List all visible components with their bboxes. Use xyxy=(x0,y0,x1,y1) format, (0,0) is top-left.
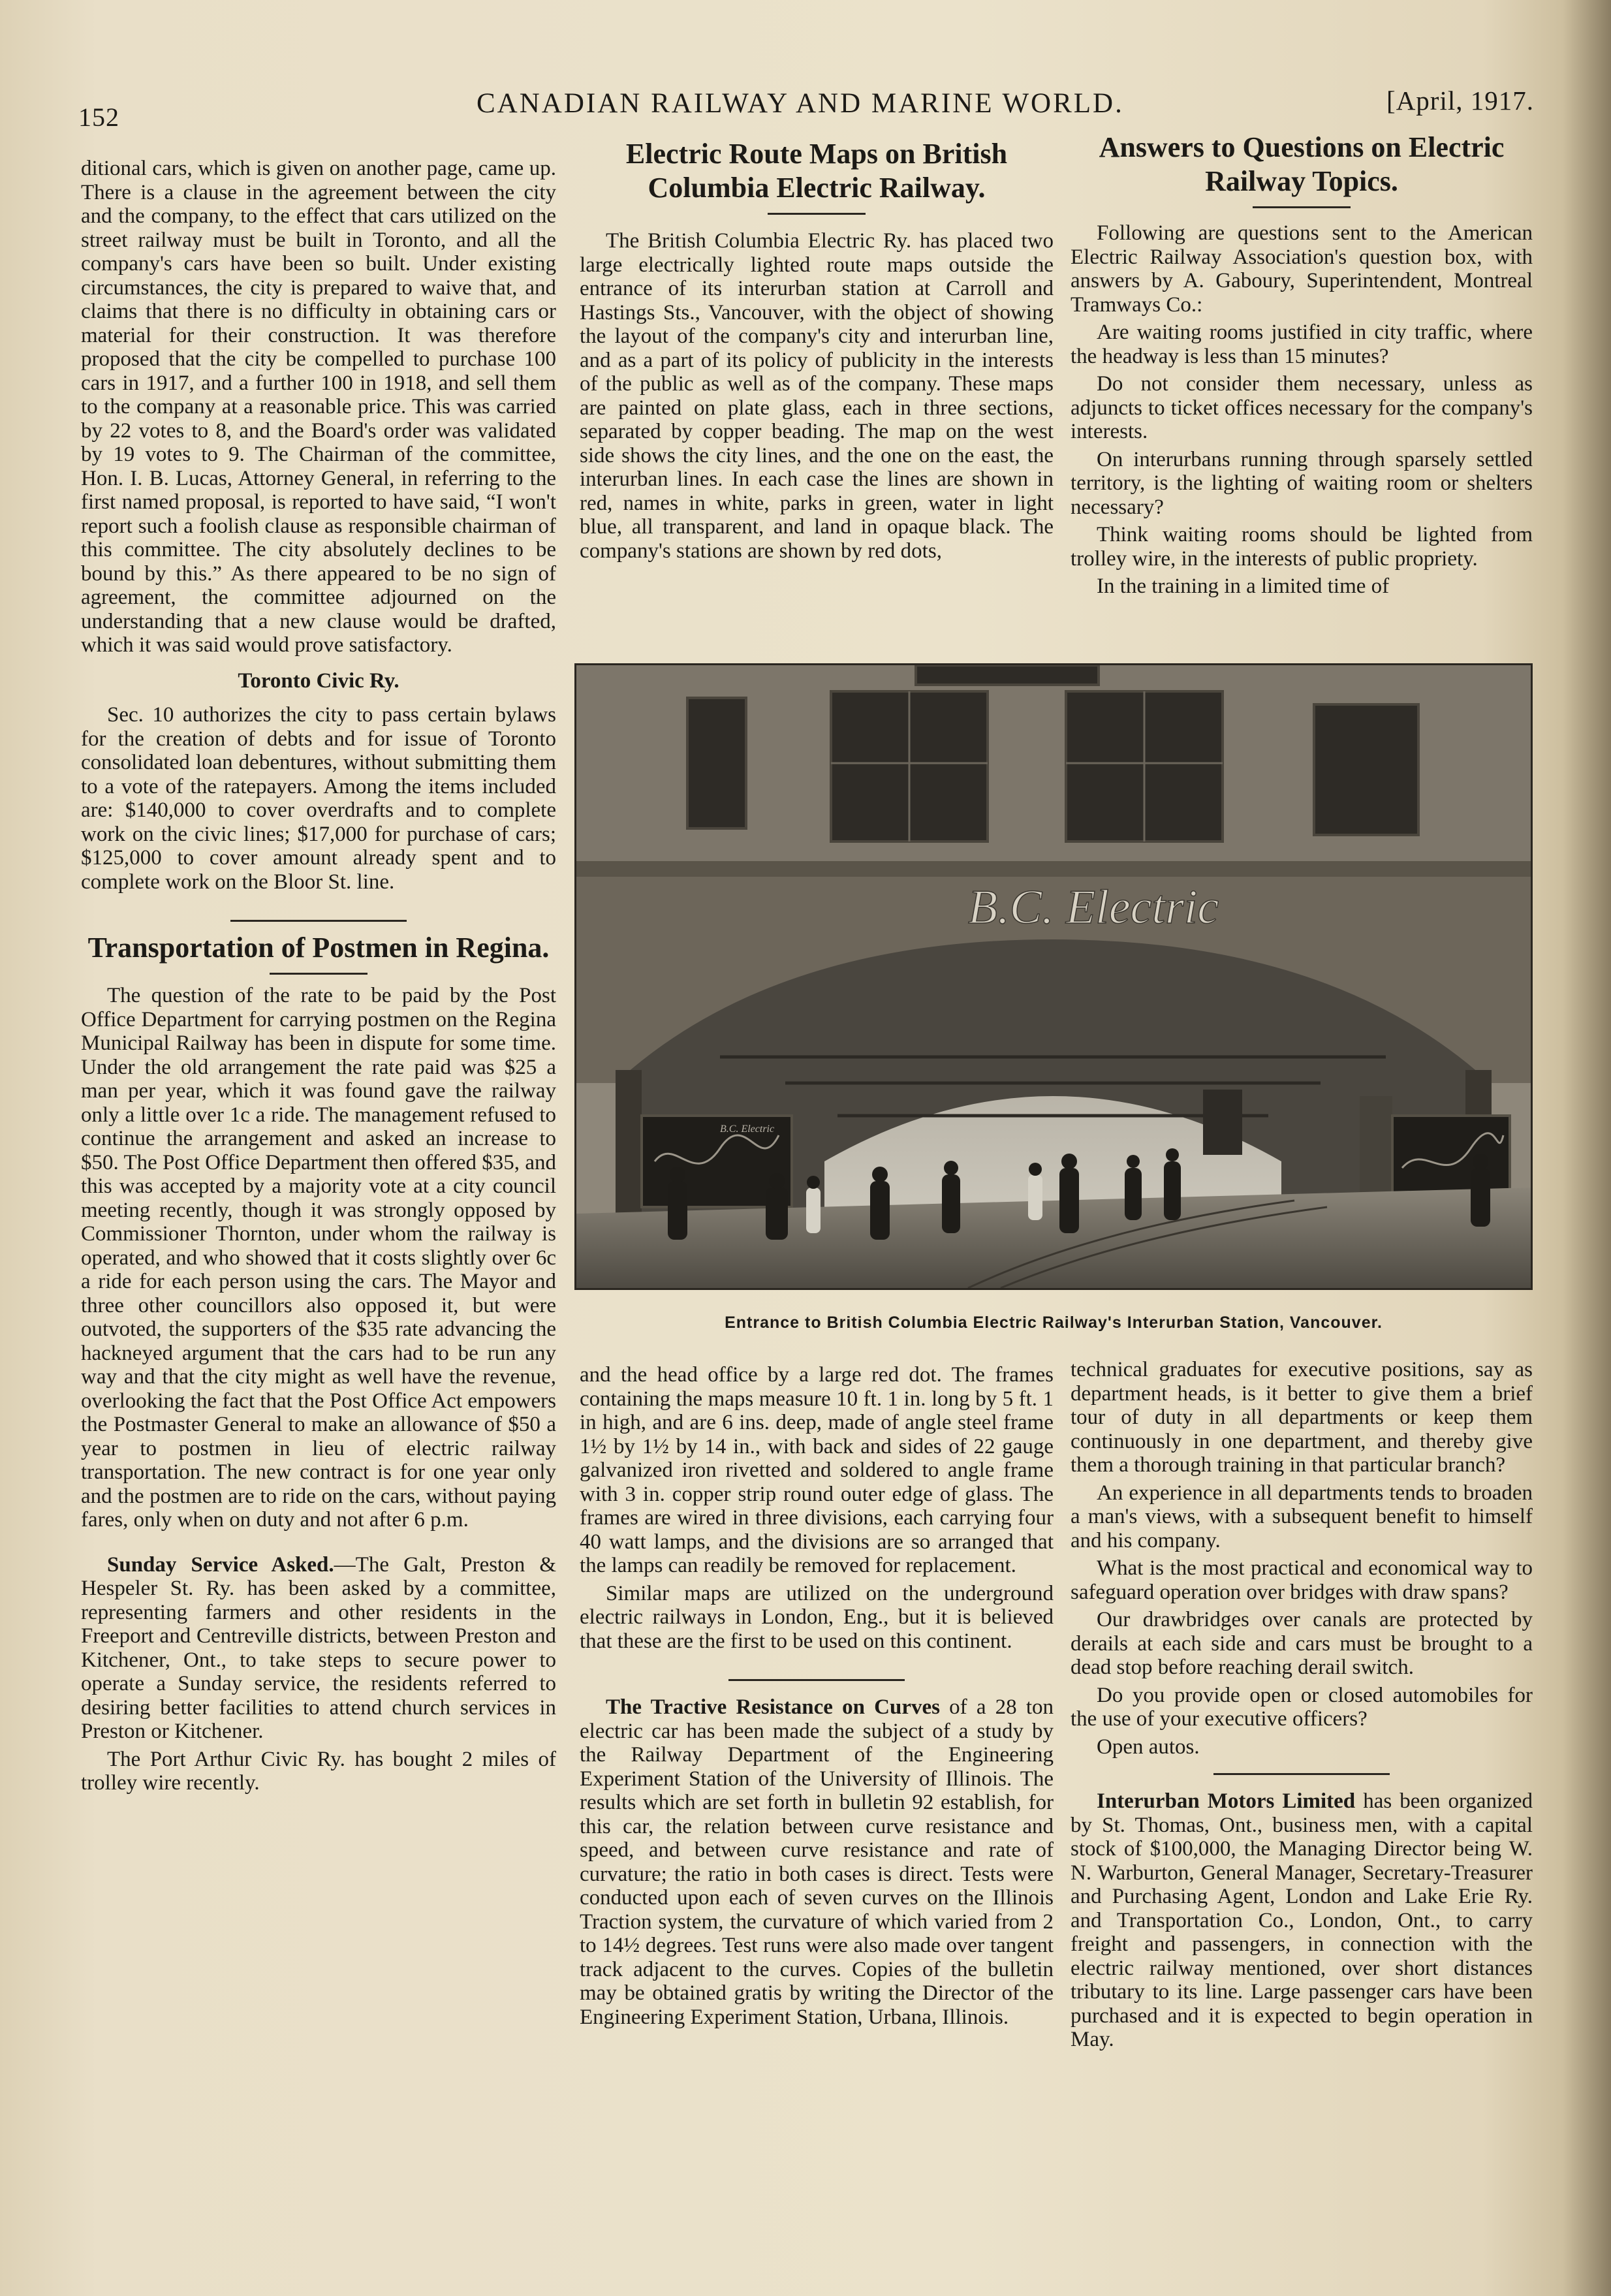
running-head xyxy=(78,85,1534,132)
answers-intro: Following are questions sent to the American Electric Railway Association's question box, with answers by A. Gaboury, Superintendent, Montreal Tramways Co.: xyxy=(1071,221,1533,317)
question-3-continued: technical graduates for executive positions, say as department heads, is it better to give them a brief tour of duty in all departments or keep them continuously in one department, and thereby give them a thorough training in that particular branch? xyxy=(1071,1358,1533,1477)
sign-text: B.C. Electric xyxy=(968,881,1219,934)
question-4: What is the most practical and economical way to safeguard operation over bridges with draw spans? xyxy=(1071,1556,1533,1604)
column-2-top xyxy=(580,137,1054,563)
subhead-toronto-civic: Toronto Civic Ry. xyxy=(238,668,399,693)
question-2: On interurbans running through sparsely settled territory, is the lighting of waiting room or shelters necessary? xyxy=(1071,447,1533,519)
toronto-paragraph: Sec. 10 authorizes the city to pass certain bylaws for the creation of debts and for issue of Toronto consolidated loan debentures, without submitting them to a vote of the ratepayers. Among the items included are: $140,000 to cover overdrafts and to complete work on the civic lines; $17,000 for purchase of cars; $125,000 to cover amount already spent and to complete work on the Bloor St. line. xyxy=(81,703,556,894)
station-photo-illustration xyxy=(576,665,1531,1288)
column-3-top xyxy=(1071,131,1533,599)
route-maps-paragraph-2: Similar maps are utilized on the underground electric railways in London, Eng., but it is believed that these are the first to be used on this continent. xyxy=(580,1581,1054,1653)
sunday-lead: Sunday Service Asked. xyxy=(107,1552,334,1577)
publication-title: CANADIAN RAILWAY AND MARINE WORLD. xyxy=(477,88,1124,119)
answer-5: Open autos. xyxy=(1097,1735,1200,1759)
section-rule xyxy=(728,1679,905,1681)
issue-date: [April, 1917. xyxy=(1386,86,1534,116)
answer-3: An experience in all departments tends to broaden a man's views, with a subsequent benefit to himself and his company. xyxy=(1071,1481,1533,1552)
answer-4: Our drawbridges over canals are protected by derails at each side and cars must be brought to a dead stop before reaching derail switch. xyxy=(1071,1608,1533,1679)
question-3-start: In the training in a limited time of xyxy=(1097,574,1390,598)
question-1: Are waiting rooms justified in city traffic, where the headway is less than 15 minutes? xyxy=(1071,321,1533,368)
postmen-paragraph: The question of the rate to be paid by the Post Office Department for carrying postmen on the Regina Municipal Railway has been in dispute for some time. Under the old arrangement the rate paid was $25 a man per year, which it was found gave the railway only a little over 1c a ride. The management refused to continue the arrangement and asked an increase to $50. The Post Office Department then offered $35, and this was accepted by a majority vote at a city council meeting recently, though it was strongly opposed by Commissioner Thornton, under whom the railway is operated, and who showed that it costs slightly over 6c a ride for each person using the cars. The Mayor and three other councillors also opposed it, but were outvoted, the supporters of the $35 rate advancing the hackneyed argument that the cars had to be run any way and that the city might as well have the revenue, overlooking the fact that the Post Office Act empowers the Postmaster General to make an allowance of $50 a year to postmen in lieu of electric railway transportation. The new contract is for one year only and the postmen are to ride on the cars, without paying fares, only when on duty and not after 6 p.m. xyxy=(81,984,556,1532)
motors-paragraph: has been organized by St. Thomas, Ont., business men, with a capital stock of $100,000, the Managing Director being W. N. Warburton, General Manager, Secretary-Treasurer and Purchasing Agent, London and Lake Erie Ry. and Transportation Co., London, Ont., to carry freight and passengers, in connection with the electric railway mentioned, over short distances tributary to its line. Large passenger cars have been purchased and it is expected to begin operation in May. xyxy=(1071,1789,1533,2051)
heading-rule xyxy=(1253,206,1351,208)
heading-answers: Answers to Questions on Electric Railway Topics. xyxy=(1099,131,1505,197)
map-label: B.C. Electric xyxy=(720,1124,775,1135)
heading-route-maps: Electric Route Maps on British Columbia Electric Railway. xyxy=(625,138,1008,204)
section-rule xyxy=(230,920,407,922)
heading-rule xyxy=(270,973,368,975)
sunday-paragraph: —The Galt, Preston & Hespeler St. Ry. has been asked by a committee, representing farmers and other residents in the Freeport and Centreville districts, between Preston and Kitchener, Ont., to take steps to secure power to operate a Sunday service, the residents referred to desiring better facilities to attend church services in Preston or Kitchener. xyxy=(81,1552,556,1743)
heading-rule xyxy=(768,213,866,215)
section-rule xyxy=(1213,1773,1390,1775)
answer-2: Think waiting rooms should be lighted from trolley wire, in the interests of public propriety. xyxy=(1071,523,1533,571)
tractive-paragraph: of a 28 ton electric car has been made the subject of a study by the Railway Department of the Engineering Experiment Station of the University of Illinois. The results which are set forth in bulletin 92 establish, for this car, the relation between curve resistance and speed, and between curve resistance and rate of curvature; the ratio in both cases is direct. Tests were conducted upon each of seven curves on the Illinois Traction system, the curvature of which varied from 2 to 14½ degrees. Test runs were also made over tangent track adjacent to the curves. Copies of the bulletin may be obtained gratis by writing the Director of the Engineering Experiment Station, Urbana, Illinois. xyxy=(580,1695,1054,2029)
port-arthur-paragraph: The Port Arthur Civic Ry. has bought 2 miles of trolley wire recently. xyxy=(81,1747,556,1795)
question-5: Do you provide open or closed automobiles for the use of your executive officers? xyxy=(1071,1683,1533,1731)
route-map-east xyxy=(1392,1116,1510,1201)
route-maps-paragraph: The British Columbia Electric Ry. has placed two large electrically lighted route maps outside the entrance of its interurban station at Carroll and Hastings Sts., Vancouver, with the object of showing the layout of the company's city and interurban line, and as a part of its policy of publicity in the interests of the public as well as of the company. These maps are painted on plate glass, each in three sections, separated by copper beading. The map on the west side shows the city lines, and the one on the east, the interurban lines. In each case the lines are shown in red, names in white, parks in green, water in light blue, all transparent, and land in opaque black. The company's stations are shown by red dots, xyxy=(580,229,1054,563)
tractive-lead: The Tractive Resistance on Curves xyxy=(606,1695,940,1719)
station-photo xyxy=(574,663,1533,1290)
motors-lead: Interurban Motors Limited xyxy=(1097,1789,1356,1813)
continued-paragraph: ditional cars, which is given on another page, came up. There is a clause in the agreement between the city and the company, to the effect that cars utilized on the street railway must be built in Toronto, and all the company's cars have been so built. Under existing circumstances, the city is prepared to waive that, and claims that there is no difficulty in obtaining cars or material for their construction. It was therefore proposed that the city be compelled to purchase 100 cars in 1917, and a further 100 in 1918, and sell them to the company at a reasonable price. This was carried by 22 votes to 8, and the Board's order was validated by 19 votes to 9. The Chairman of the committee, Hon. I. B. Lucas, Attorney General, in referring to the first named proposal, is reported to have said, “I won't report such a foolish clause as responsible chairman of this committee. The city absolutely declines to be bound by this.” As there appeared to be no sign of agreement, the committee adjourned on the understanding that a new clause would be drafted, which it was said would prove satisfactory. xyxy=(81,157,556,657)
photo-caption: Entrance to British Columbia Electric Railway's Interurban Station, Vancouver. xyxy=(725,1313,1383,1332)
answer-1: Do not consider them necessary, unless as adjuncts to ticket offices necessary for the company's interests. xyxy=(1071,372,1533,443)
heading-postmen: Transportation of Postmen in Regina. xyxy=(87,932,550,964)
page-number: 152 xyxy=(78,102,119,132)
column-3-bottom xyxy=(1071,1358,1533,2052)
column-2-bottom xyxy=(580,1363,1054,2029)
route-maps-continued: and the head office by a large red dot. The frames containing the maps measure 10 ft. 1 in. long by 5 ft. 1 in high, and are 6 ins. deep, made of angle steel frame 1½ by 1½ by 14 in., with back and sides of 22 gauge galvanized iron rivetted and soldered to angle frame with 3 in. copper strip round outer edge of glass. The frames are wired in three divisions, each carrying four 40 watt lamps, and the divisions are so arranged that the lamps can readily be removed for replacement. xyxy=(580,1363,1054,1577)
column-1 xyxy=(81,157,556,1795)
